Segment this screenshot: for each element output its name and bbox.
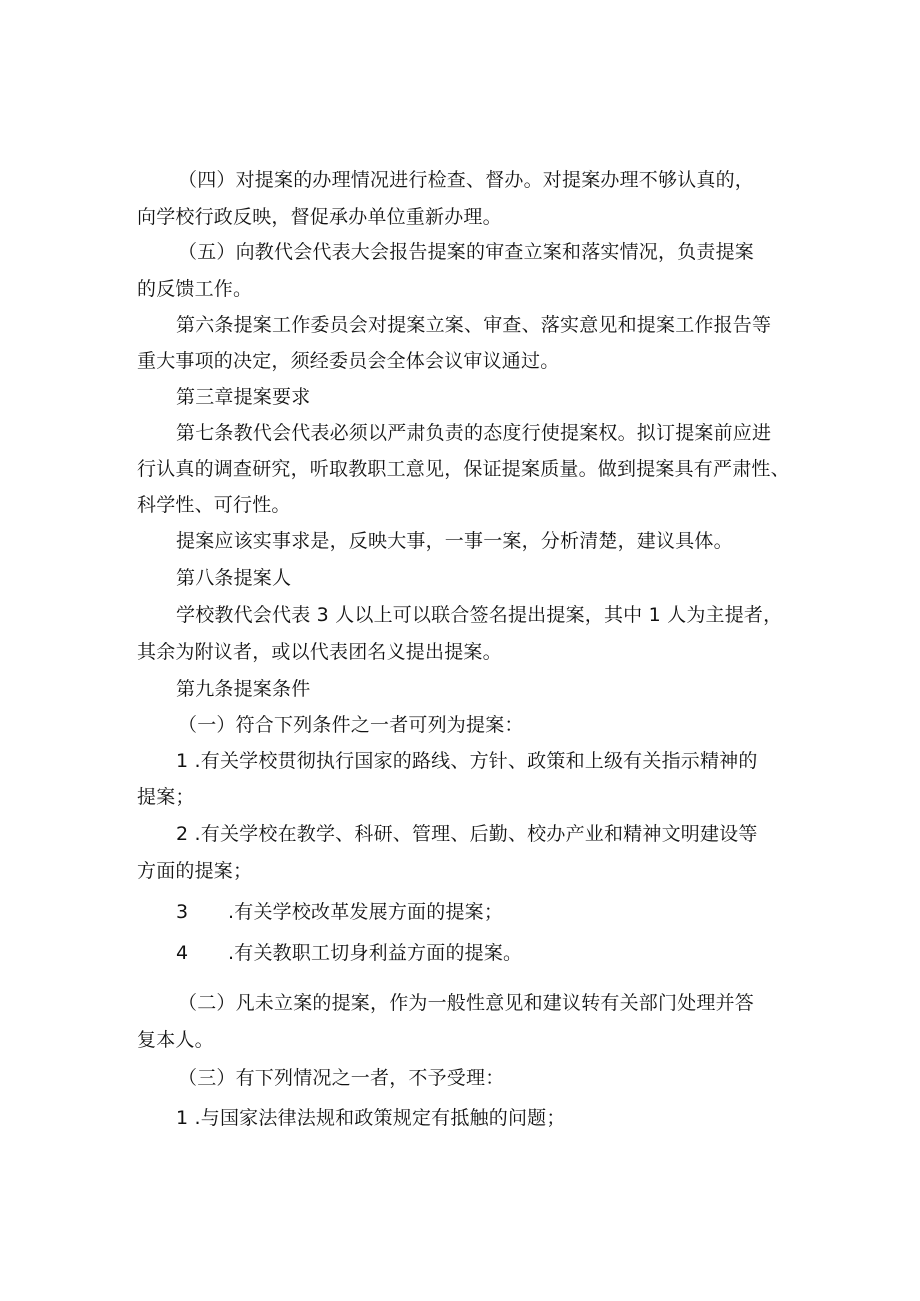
paragraph-line: （四）对提案的办理情况进行检查、督办。对提案办理不够认真的， — [178, 169, 755, 191]
paragraph-line: 行认真的调查研究，听取教职工意见，保证提案质量。做到提案具有严肃性、 — [137, 458, 790, 480]
paragraph-line: 提案应该实事求是，反映大事，一事一案，分析清楚，建议具体。 — [176, 530, 733, 552]
list-item: 1 .有关学校贯彻执行国家的路线、方针、政策和上级有关指示精神的 — [176, 750, 758, 772]
list-item: 2 .有关学校在教学、科研、管理、后勤、校办产业和精神文明建设等 — [176, 823, 758, 845]
list-item: .有关教职工切身利益方面的提案。 — [228, 942, 523, 964]
paragraph-line: 其余为附议者，或以代表团名义提出提案。 — [137, 641, 502, 663]
paragraph-line: 科学性、可行性。 — [137, 494, 291, 516]
paragraph-line: 的反馈工作。 — [137, 278, 253, 300]
chapter-heading: 第三章提案要求 — [176, 386, 311, 408]
list-item: .有关学校改革发展方面的提案； — [228, 901, 504, 923]
article-heading: 第八条提案人 — [176, 567, 292, 589]
paragraph-line: 提案； — [137, 786, 195, 808]
paragraph-line: 第六条提案工作委员会对提案立案、审查、落实意见和提案工作报告等 — [176, 314, 772, 336]
paragraph-line: （三）有下列情况之一者，不予受理： — [178, 1067, 505, 1089]
paragraph-line: （一）符合下列条件之一者可列为提案： — [178, 714, 524, 736]
paragraph-line: 方面的提案； — [137, 860, 253, 882]
article-heading: 第九条提案条件 — [176, 678, 311, 700]
list-item-number: 4 — [176, 942, 189, 964]
list-item: 1 .与国家法律法规和政策规定有抵触的问题； — [176, 1107, 566, 1129]
paragraph-line: 第七条教代会代表必须以严肃负责的态度行使提案权。拟订提案前应进 — [176, 422, 772, 444]
paragraph-line: 复本人。 — [137, 1029, 214, 1051]
paragraph-line: （二）凡未立案的提案，作为一般性意见和建议转有关部门处理并答 — [178, 992, 755, 1014]
paragraph-line: （五）向教代会代表大会报告提案的审查立案和落实情况，负责提案 — [178, 241, 755, 263]
paragraph-line: 学校教代会代表 3 人以上可以联合签名提出提案，其中 1 人为主提者， — [176, 604, 783, 626]
list-item-number: 3 — [176, 901, 189, 923]
paragraph-line: 重大事项的决定，须经委员会全体会议审议通过。 — [137, 350, 560, 372]
paragraph-line: 向学校行政反映，督促承办单位重新办理。 — [137, 206, 502, 228]
